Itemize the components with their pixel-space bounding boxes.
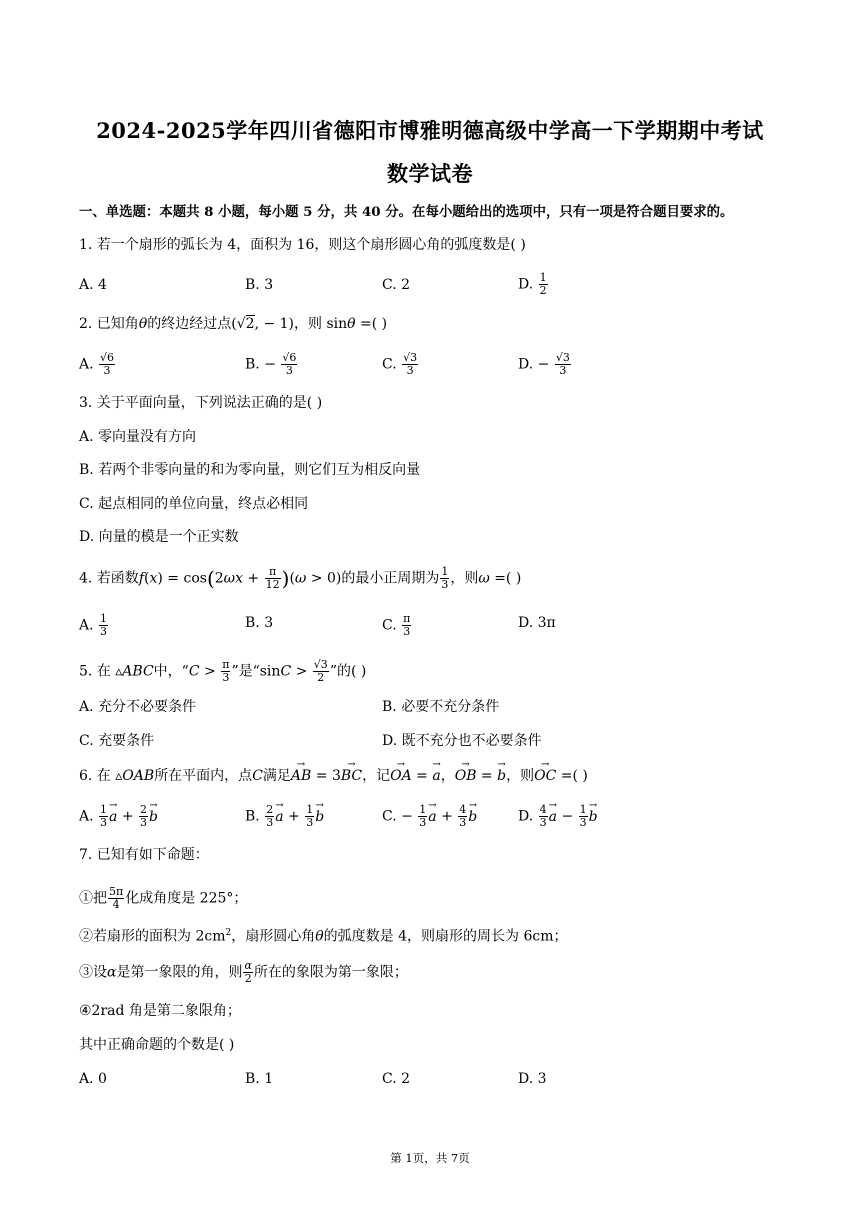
q1-option-d: D. $\frac{1}{2}$ [518,271,547,297]
question-6-stem: 6. 在 ▵OAB所在平面内，点C满足→ AB = 3→ BC，记→ OA = → a，→ OB = → b，则→ OC =( ) [79,766,588,786]
section-heading: 一、单选题：本题共 8 小题，每小题 5 分，共 40 分。在每小题给出的选项中，只有一项是符合题目要求的。 [79,204,734,220]
q2-option-a: A. $\frac{√6}{3}$ [79,351,115,377]
q5-option-a: A. 充分不必要条件 [79,699,197,715]
q1-option-c: C. 2 [382,277,411,293]
question-4-stem: 4. 若函数f(x) = cos(2ωx + $\frac{\pi}{12}$ )(ω > 0)的最小正周期为 $\frac{1}{3}$ ，则ω =( ) [79,565,522,591]
q7-ask: 其中正确命题的个数是( ) [79,1037,235,1053]
q7-option-b: B. 1 [245,1071,274,1087]
q5-option-d: D. 既不充分也不必要条件 [382,733,542,749]
q1-option-a: A. 4 [79,277,107,293]
q6-option-d: D. $\frac{4}{3}$ → a − $\frac{1}{3}$ → b [518,804,598,829]
question-5-stem: 5. 在 ▵ABC中，“C > $\frac{\pi}{3}$ ”是“sinC > $\frac{√3}{2}$ ”的( ) [79,658,367,684]
q7-proposition-4: ④2rad 角是第二象限角； [79,1003,241,1019]
q7-proposition-3: ③设α是第一象限的角，则 $\frac{\alpha}{2}$ 所在的象限为第一象限； [79,959,408,985]
q6-option-c: C. − $\frac{1}{3}$ → a + $\frac{4}{3}$ → b [382,804,477,829]
q7-proposition-1: ①把 $\frac{5\pi}{4}$ 化成角度是 225°； [79,885,248,911]
q6-option-a: A. $\frac{1}{3}$ → a + $\frac{2}{3}$ → b [79,804,158,829]
q7-option-a: A. 0 [79,1071,107,1087]
q1-option-b: B. 3 [245,277,274,293]
q7-option-c: C. 2 [382,1071,411,1087]
q6-option-b: B. $\frac{2}{3}$ → a + $\frac{1}{3}$ → b [245,804,324,829]
question-1-stem: 1. 若一个扇形的弧长为 4，面积为 16，则这个扇形圆心角的弧度数是( ) [79,237,526,253]
q3-option-b: B. 若两个非零向量的和为零向量，则它们互为相反向量 [79,462,421,478]
q5-option-b: B. 必要不充分条件 [382,699,500,715]
q2-option-b: B. − $\frac{√6}{3}$ [245,351,297,377]
q7-option-d: D. 3 [518,1071,547,1087]
question-3-stem: 3. 关于平面向量，下列说法正确的是( ) [79,395,323,411]
q4-option-d: D. 3π [518,615,556,631]
q5-option-c: C. 充要条件 [79,733,155,749]
q4-option-a: A. $\frac{1}{3}$ [79,612,108,638]
page-number: 第 1页，共 7页 [390,1151,470,1165]
q4-option-b: B. 3 [245,615,274,631]
q3-option-a: A. 零向量没有方向 [79,429,197,445]
question-2-stem: 2. 已知角θ的终边经过点(√2, − 1)，则 sinθ =( ) [79,316,388,332]
question-7-stem: 7. 已知有如下命题： [79,847,209,863]
q3-option-d: D. 向量的模是一个正实数 [79,529,239,545]
q2-option-c: C. $\frac{√3}{3}$ [382,351,418,377]
q2-option-d: D. − $\frac{√3}{3}$ [518,351,570,377]
q4-option-c: C. $\frac{\pi}{3}$ [382,612,411,638]
exam-title-line2: 数学试卷 [387,161,473,186]
exam-title-line1: 2024-2025学年四川省德阳市博雅明德高级中学高一下学期期中考试 [96,118,764,143]
q3-option-c: C. 起点相同的单位向量，终点必相同 [79,496,309,512]
q7-proposition-2: ②若扇形的面积为 $2cm^2$，扇形圆心角θ的弧度数是 4，则扇形的周长为 6cm； [79,928,568,945]
